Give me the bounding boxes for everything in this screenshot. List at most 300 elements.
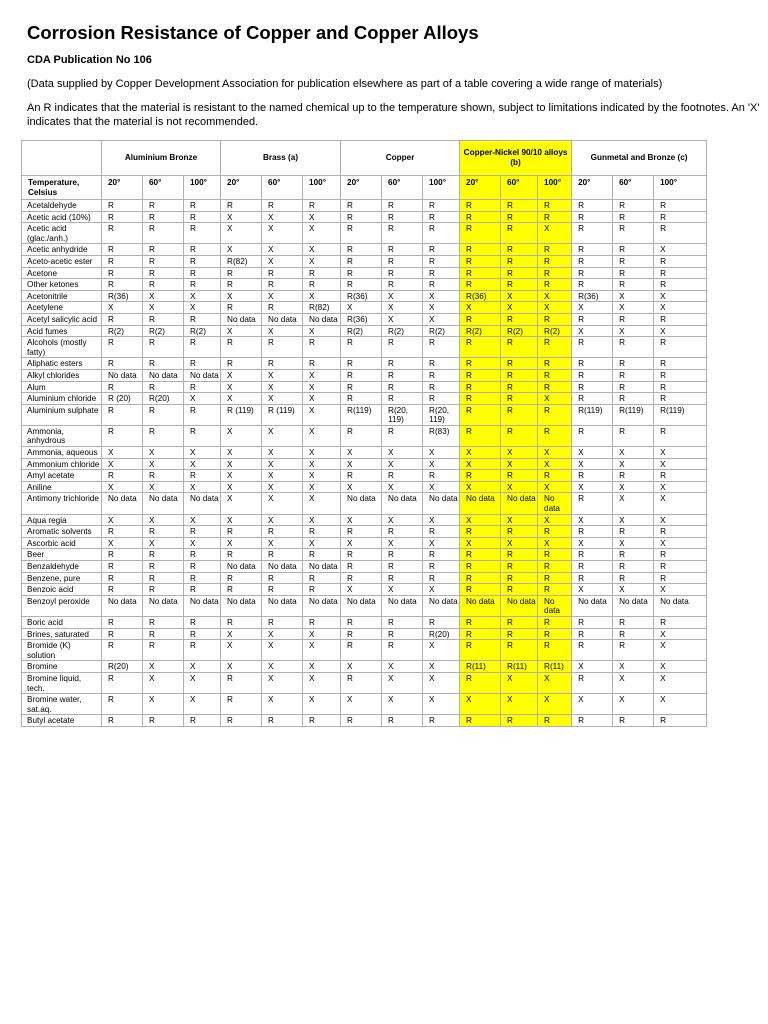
rating-cell: R [221, 672, 262, 693]
rating-cell: R(82) [303, 302, 341, 314]
rating-cell: X [262, 481, 303, 493]
temperature-header-row [22, 176, 707, 200]
rating-cell: X [460, 481, 501, 493]
rating-cell: X [303, 640, 341, 661]
rating-cell: R [501, 393, 538, 405]
rating-cell: R [382, 715, 423, 727]
rating-cell: X [341, 537, 382, 549]
rating-cell: R [221, 337, 262, 358]
rating-cell: X [613, 672, 654, 693]
rating-cell: R [613, 200, 654, 212]
rating-cell: No data [538, 595, 572, 616]
chemical-name: Ammonia, anhydrous [22, 425, 102, 446]
table-row [22, 481, 707, 493]
rating-cell: X [613, 694, 654, 715]
rating-cell: R [221, 549, 262, 561]
rating-cell: X [423, 302, 460, 314]
rating-cell: R [572, 200, 613, 212]
rating-cell: R [538, 425, 572, 446]
rating-cell: R [341, 561, 382, 573]
rating-cell: X [143, 661, 184, 673]
rating-cell: X [538, 672, 572, 693]
rating-cell: R [460, 369, 501, 381]
rating-cell: X [382, 537, 423, 549]
intro-paragraph: (Data supplied by Copper Development Association for publication elsewhere as part of a table covering a wide range of materials) [27, 78, 663, 90]
rating-cell: R [538, 616, 572, 628]
rating-cell: R [143, 358, 184, 370]
rating-cell: R [143, 616, 184, 628]
rating-cell: X [143, 672, 184, 693]
rating-cell: R [143, 470, 184, 482]
rating-cell: X [303, 481, 341, 493]
rating-cell: X [572, 514, 613, 526]
rating-cell: R [221, 572, 262, 584]
rating-cell: X [221, 425, 262, 446]
rating-cell: R [382, 425, 423, 446]
rating-cell: R [572, 672, 613, 693]
chemical-name: Aqua regia [22, 514, 102, 526]
rating-cell: R [460, 425, 501, 446]
rating-cell: X [382, 514, 423, 526]
rating-cell: X [303, 470, 341, 482]
rating-cell: X [538, 290, 572, 302]
chemical-name: Acid fumes [22, 325, 102, 337]
rating-cell: X [262, 447, 303, 459]
rating-cell: X [613, 325, 654, 337]
table-row [22, 200, 707, 212]
rating-cell: R [262, 549, 303, 561]
rating-cell: R [460, 470, 501, 482]
rating-cell: X [262, 393, 303, 405]
rating-cell: X [262, 694, 303, 715]
rating-cell: R [572, 628, 613, 640]
temperature-cell: 100° [538, 176, 572, 200]
rating-cell: X [303, 223, 341, 244]
rating-cell: X [501, 537, 538, 549]
rating-cell: R [262, 200, 303, 212]
rating-cell: R [423, 715, 460, 727]
rating-cell: R [184, 223, 221, 244]
rating-cell: R [143, 255, 184, 267]
chemical-name: Benzoyl peroxide [22, 595, 102, 616]
chemical-name: Aluminium sulphate [22, 404, 102, 425]
rating-cell: R [102, 715, 143, 727]
rating-cell: R [613, 381, 654, 393]
rating-cell: R [221, 267, 262, 279]
rating-cell: R [538, 255, 572, 267]
rating-cell: R [501, 337, 538, 358]
rating-cell: R [184, 313, 221, 325]
table-row [22, 661, 707, 673]
chemical-name: Acetic acid (glac./anh.) [22, 223, 102, 244]
rating-cell: R [501, 369, 538, 381]
chemical-name: Alum [22, 381, 102, 393]
rating-cell: X [221, 325, 262, 337]
rating-cell: X [303, 393, 341, 405]
rating-cell: X [654, 537, 707, 549]
rating-cell: R [341, 381, 382, 393]
chemical-name: Acetic acid (10%) [22, 211, 102, 223]
chemical-name: Acetone [22, 267, 102, 279]
rating-cell: No data [221, 561, 262, 573]
chemical-name: Butyl acetate [22, 715, 102, 727]
rating-cell: R [221, 302, 262, 314]
chemical-name: Acetic anhydride [22, 244, 102, 256]
rating-cell: X [303, 514, 341, 526]
rating-cell: R [184, 404, 221, 425]
rating-cell: R [221, 358, 262, 370]
rating-cell: X [654, 661, 707, 673]
rating-cell: X [382, 313, 423, 325]
table-row [22, 470, 707, 482]
table-row [22, 493, 707, 514]
chemical-name: Boric acid [22, 616, 102, 628]
rating-cell: X [184, 514, 221, 526]
rating-cell: X [303, 325, 341, 337]
temperature-cell: 20° [221, 176, 262, 200]
rating-cell: R [382, 255, 423, 267]
rating-cell: No data [143, 493, 184, 514]
table-row [22, 223, 707, 244]
rating-cell: X [262, 537, 303, 549]
rating-cell: X [423, 290, 460, 302]
rating-cell: R [538, 200, 572, 212]
rating-cell: R [262, 572, 303, 584]
rating-cell: R [538, 561, 572, 573]
rating-cell: R [303, 572, 341, 584]
rating-cell: X [102, 302, 143, 314]
rating-cell: X [184, 458, 221, 470]
rating-cell: R [538, 279, 572, 291]
rating-cell: R [143, 584, 184, 596]
chemical-name: Acetaldehyde [22, 200, 102, 212]
rating-cell: X [303, 493, 341, 514]
rating-cell: R [262, 616, 303, 628]
rating-cell: X [654, 514, 707, 526]
rating-cell: X [423, 447, 460, 459]
rating-cell: X [572, 537, 613, 549]
rating-cell: X [184, 290, 221, 302]
rating-cell: R [572, 493, 613, 514]
rating-cell: R [262, 279, 303, 291]
rating-cell: X [341, 458, 382, 470]
rating-cell: R [654, 526, 707, 538]
rating-cell: X [654, 493, 707, 514]
rating-cell: R [538, 549, 572, 561]
rating-cell: X [654, 325, 707, 337]
rating-cell: R [184, 358, 221, 370]
rating-cell: R [143, 200, 184, 212]
rating-cell: X [221, 393, 262, 405]
rating-cell: R [143, 549, 184, 561]
header-corner [22, 141, 102, 176]
rating-cell: R [460, 244, 501, 256]
rating-cell: R [423, 470, 460, 482]
rating-cell: R [572, 369, 613, 381]
rating-cell: X [613, 458, 654, 470]
chemical-name: Aromatic solvents [22, 526, 102, 538]
rating-cell: R [143, 572, 184, 584]
rating-cell: R(2) [341, 325, 382, 337]
rating-cell: R [221, 715, 262, 727]
chemical-name: Benzene, pure [22, 572, 102, 584]
rating-cell: X [341, 584, 382, 596]
rating-cell: R(2) [538, 325, 572, 337]
rating-cell: X [382, 458, 423, 470]
table-row [22, 458, 707, 470]
rating-cell: R [382, 369, 423, 381]
rating-cell: R(119) [613, 404, 654, 425]
rating-cell: R [460, 628, 501, 640]
rating-cell: X [341, 481, 382, 493]
rating-cell: R [184, 470, 221, 482]
rating-cell: R [184, 526, 221, 538]
rating-cell: R [613, 549, 654, 561]
rating-cell: R [613, 425, 654, 446]
rating-cell: R [423, 369, 460, 381]
rating-cell: No data [382, 595, 423, 616]
rating-cell: R [613, 369, 654, 381]
rating-cell: R [341, 672, 382, 693]
rating-cell: R(11) [538, 661, 572, 673]
rating-cell: X [613, 584, 654, 596]
rating-cell: X [572, 325, 613, 337]
rating-cell: R [382, 640, 423, 661]
rating-cell: R [184, 337, 221, 358]
rating-cell: X [221, 381, 262, 393]
rating-cell: R [341, 244, 382, 256]
rating-cell: R(20) [423, 628, 460, 640]
rating-cell: X [460, 537, 501, 549]
rating-cell: R [102, 616, 143, 628]
group-header: Gunmetal and Bronze (c) [572, 141, 707, 176]
table-row [22, 715, 707, 727]
rating-cell: R [102, 526, 143, 538]
rating-cell: X [382, 694, 423, 715]
rating-cell: R [613, 337, 654, 358]
rating-cell: X [303, 447, 341, 459]
rating-cell: R(2) [460, 325, 501, 337]
rating-cell: R [341, 470, 382, 482]
rating-cell: R [460, 640, 501, 661]
rating-cell: X [501, 290, 538, 302]
rating-cell: R (119) [262, 404, 303, 425]
rating-cell: X [538, 514, 572, 526]
rating-cell: R [423, 267, 460, 279]
rating-cell: X [262, 223, 303, 244]
rating-cell: X [143, 537, 184, 549]
chemical-name: Aluminium chloride [22, 393, 102, 405]
temperature-cell: 60° [501, 176, 538, 200]
rating-cell: R [382, 211, 423, 223]
rating-cell: R [102, 358, 143, 370]
chemical-name: Bromine water, sat.aq. [22, 694, 102, 715]
rating-cell: R [341, 715, 382, 727]
rating-cell: X [572, 447, 613, 459]
rating-cell: R [613, 267, 654, 279]
rating-cell: R [572, 255, 613, 267]
rating-cell: R [382, 381, 423, 393]
rating-cell: R [382, 526, 423, 538]
chemical-name: Alcohols (mostly fatty) [22, 337, 102, 358]
rating-cell: X [654, 584, 707, 596]
rating-cell: R [382, 549, 423, 561]
rating-cell: R [501, 572, 538, 584]
chemical-name: Ammonium chloride [22, 458, 102, 470]
rating-cell: R [221, 694, 262, 715]
rating-cell: R [303, 358, 341, 370]
table-row [22, 447, 707, 459]
rating-cell: R [613, 470, 654, 482]
rating-cell: R [303, 337, 341, 358]
rating-cell: X [613, 290, 654, 302]
publication-number: CDA Publication No 106 [27, 54, 152, 66]
rating-cell: R [184, 715, 221, 727]
rating-cell: R [143, 313, 184, 325]
rating-cell: R [184, 200, 221, 212]
rating-cell: X [423, 537, 460, 549]
rating-cell: No data [538, 493, 572, 514]
rating-cell: X [143, 694, 184, 715]
rating-cell: R(36) [460, 290, 501, 302]
rating-cell: X [382, 447, 423, 459]
rating-cell: X [303, 381, 341, 393]
rating-cell: R(36) [102, 290, 143, 302]
rating-cell: R [460, 337, 501, 358]
rating-cell: R [460, 313, 501, 325]
rating-cell: X [303, 290, 341, 302]
rating-cell: R(82) [221, 255, 262, 267]
rating-cell: X [303, 211, 341, 223]
rating-cell: R [654, 381, 707, 393]
rating-cell: X [262, 493, 303, 514]
rating-cell: R [184, 425, 221, 446]
rating-cell: R [654, 313, 707, 325]
rating-cell: X [613, 481, 654, 493]
rating-cell: X [221, 458, 262, 470]
rating-cell: R [460, 715, 501, 727]
chemical-name: Other ketones [22, 279, 102, 291]
rating-cell: R [613, 279, 654, 291]
rating-cell: R [654, 211, 707, 223]
rating-cell: R [501, 211, 538, 223]
rating-cell: R [341, 572, 382, 584]
rating-cell: R [654, 572, 707, 584]
rating-cell: R [572, 279, 613, 291]
rating-cell: R [143, 640, 184, 661]
rating-cell: R [501, 358, 538, 370]
table-row [22, 255, 707, 267]
rating-cell: R [538, 369, 572, 381]
rating-cell: R [423, 211, 460, 223]
rating-cell: R [460, 223, 501, 244]
rating-cell: No data [262, 561, 303, 573]
rating-cell: R [654, 255, 707, 267]
rating-cell: X [538, 223, 572, 244]
rating-cell: X [501, 694, 538, 715]
rating-cell: R [460, 616, 501, 628]
rating-cell: R [184, 640, 221, 661]
rating-cell: R [184, 561, 221, 573]
rating-cell: R [572, 526, 613, 538]
rating-cell: X [654, 481, 707, 493]
rating-cell: X [460, 458, 501, 470]
rating-cell: R(20, 119) [423, 404, 460, 425]
rating-cell: R(36) [572, 290, 613, 302]
rating-cell: R [501, 425, 538, 446]
rating-cell: X [102, 458, 143, 470]
rating-cell: R [102, 694, 143, 715]
rating-cell: R [102, 425, 143, 446]
rating-cell: R [262, 337, 303, 358]
rating-cell: R [221, 584, 262, 596]
rating-cell: X [303, 425, 341, 446]
rating-cell: No data [262, 595, 303, 616]
temperature-cell: 100° [423, 176, 460, 200]
rating-cell: X [262, 661, 303, 673]
temperature-cell: 100° [303, 176, 341, 200]
rating-cell: R [501, 584, 538, 596]
rating-cell: R [102, 572, 143, 584]
rating-cell: X [143, 458, 184, 470]
rating-cell: X [303, 537, 341, 549]
rating-cell: X [221, 661, 262, 673]
rating-cell: R [538, 358, 572, 370]
rating-cell: No data [303, 561, 341, 573]
rating-cell: R [538, 404, 572, 425]
rating-cell: R [460, 572, 501, 584]
rating-cell: R [102, 313, 143, 325]
rating-cell: R(119) [341, 404, 382, 425]
temperature-cell: 60° [262, 176, 303, 200]
rating-cell: X [262, 255, 303, 267]
rating-cell: R [262, 302, 303, 314]
rating-cell: R [303, 279, 341, 291]
chemical-name: Aniline [22, 481, 102, 493]
rating-cell: No data [221, 313, 262, 325]
rating-cell: R [423, 200, 460, 212]
rating-cell: X [262, 290, 303, 302]
rating-cell: R [654, 715, 707, 727]
rating-cell: No data [303, 313, 341, 325]
rating-cell: R [654, 223, 707, 244]
rating-cell: R [143, 381, 184, 393]
rating-cell: R (119) [221, 404, 262, 425]
rating-cell: X [262, 458, 303, 470]
chemical-name: Acetonitrile [22, 290, 102, 302]
rating-cell: X [572, 584, 613, 596]
rating-cell: R [184, 255, 221, 267]
rating-cell: R [423, 255, 460, 267]
rating-cell: X [423, 481, 460, 493]
table-row [22, 290, 707, 302]
temperature-cell: 100° [654, 176, 707, 200]
rating-cell: R [221, 526, 262, 538]
rating-cell: R [102, 223, 143, 244]
rating-cell: R [143, 223, 184, 244]
rating-cell: X [613, 537, 654, 549]
rating-cell: X [423, 661, 460, 673]
rating-cell: R [262, 267, 303, 279]
rating-cell: R [572, 715, 613, 727]
chemical-name: Benzaldehyde [22, 561, 102, 573]
rating-cell: R [613, 358, 654, 370]
rating-cell: X [613, 493, 654, 514]
rating-cell: X [262, 628, 303, 640]
rating-cell: No data [102, 493, 143, 514]
rating-cell: X [184, 661, 221, 673]
rating-cell: X [613, 302, 654, 314]
